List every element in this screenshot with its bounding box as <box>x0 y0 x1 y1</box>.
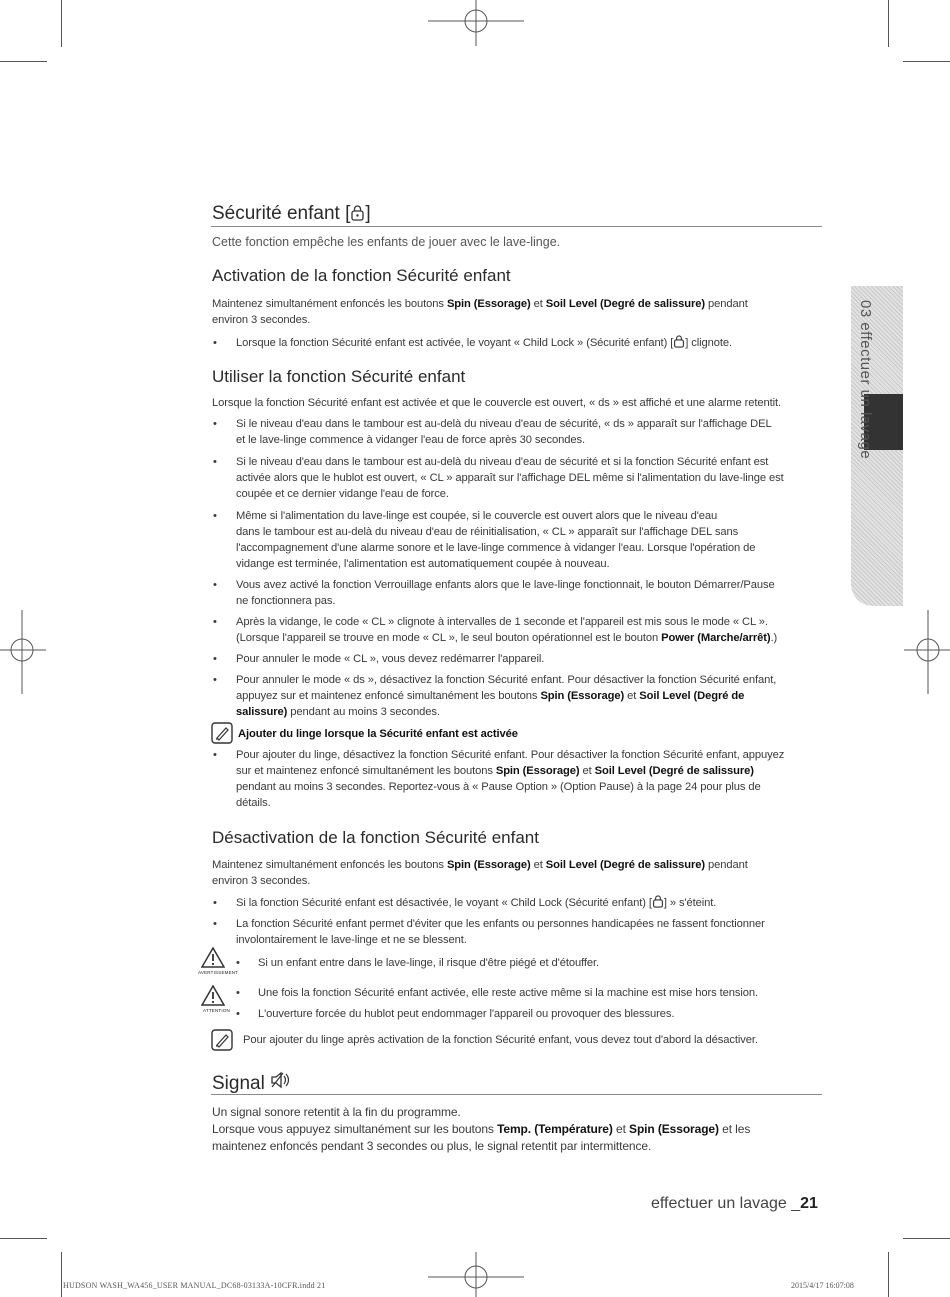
crop-mark <box>888 0 889 47</box>
text: coupée et ce dernier vidange l'eau de force. <box>236 488 449 500</box>
bullet: • <box>236 957 240 969</box>
print-date: 2015/4/17 16:07:08 <box>791 1281 854 1290</box>
button-name: Spin (Essorage) <box>540 690 625 702</box>
text: et les <box>718 1122 751 1136</box>
text: ] clignote. <box>685 337 733 349</box>
crop-mark <box>903 1238 950 1239</box>
signal-paragraph <box>212 1104 832 1155</box>
button-name: salissure) <box>236 706 288 718</box>
section-intro: Cette fonction empêche les enfants de jouer avec le lave-linge. <box>212 235 561 249</box>
registration-mark-bottom <box>428 1252 524 1297</box>
bullet: • <box>236 1008 240 1020</box>
text: (Lorsque l'appareil se trouve en mode « CL », le seul bouton opérationnel est le bouton <box>236 632 662 644</box>
title-text-end: ] <box>365 203 371 224</box>
page-footer-label: effectuer un lavage _ <box>651 1195 801 1212</box>
bullet: • <box>236 987 240 999</box>
text: ] » s'éteint. <box>663 897 717 909</box>
button-name: Power (Marche/arrêt) <box>661 632 771 644</box>
note-title-text: Ajouter du linge lorsque la Sécurité enfant est activée <box>238 728 518 740</box>
note-title <box>238 726 518 742</box>
crop-mark <box>888 1252 889 1297</box>
print-file-info: HUDSON WASH_WA456_USER MANUAL_DC68-03133A-10CFR.indd 21 <box>63 1281 326 1290</box>
text: Vous avez activé la fonction Verrouillage enfants alors que le lave-linge fonctionnait, le bouton Démarrer/Pause <box>236 579 775 591</box>
text: et <box>612 1122 630 1136</box>
note-icon <box>211 722 233 744</box>
button-name: Soil Level (Degré de salissure) <box>545 298 705 310</box>
note-bullet <box>236 747 826 811</box>
registration-mark-left <box>0 610 46 694</box>
caution-text-2: L'ouverture forcée du hublot peut endommager l'appareil ou provoquer des blessures. <box>258 1008 675 1020</box>
chapter-tab-label: 03 effectuer un lavage <box>857 300 874 460</box>
utiliser-bullet-7 <box>236 672 826 720</box>
activation-bullet <box>236 335 826 351</box>
crop-mark <box>903 61 950 62</box>
text: Maintenez simultanément enfoncés les boutons <box>212 859 447 871</box>
button-name: Spin (Essorage) <box>495 765 580 777</box>
bullet: • <box>213 418 217 430</box>
section-rule <box>211 1094 822 1095</box>
text: La fonction Sécurité enfant permet d'éviter que les enfants ou personnes handicapées ne fassent fonctionner <box>236 918 765 930</box>
text: .) <box>770 632 778 644</box>
section-title-child-lock <box>212 203 371 225</box>
text: appuyez sur et maintenez enfoncé simultanément les boutons <box>236 690 541 702</box>
note-icon <box>211 1029 233 1051</box>
crop-mark <box>0 1238 47 1239</box>
button-name: Spin (Essorage) <box>446 859 531 871</box>
text: pendant au moins 3 secondes. Reportez-vous à « Pause Option » (Option Pause) à la page 24 pour plus de <box>236 781 761 793</box>
note-text: Pour ajouter du linge après activation de la fonction Sécurité enfant, vous devez tout d'abord la désactiver. <box>243 1034 758 1046</box>
text: et le lave-linge commence à vidanger l'eau de force après 30 secondes. <box>236 434 585 446</box>
text: l'accompagnement d'une alarme sonore et le lave-linge commence à vidanger l'eau. Lorsque l'opération de <box>236 542 756 554</box>
warning-text: Si un enfant entre dans le lave-linge, il risque d'être piégé et d'étouffer. <box>258 957 600 969</box>
registration-mark-right <box>904 610 950 694</box>
caution-icon <box>201 985 225 1006</box>
button-name: Soil Level (Degré de <box>639 690 745 702</box>
page-footer <box>651 1195 818 1213</box>
bullet: • <box>213 749 217 761</box>
warning-label: AVERTISSEMENT <box>198 970 239 975</box>
desactivation-bullet-1 <box>236 895 826 911</box>
text: Si le niveau d'eau dans le tambour est au-delà du niveau d'eau de sécurité, « ds » apparaît sur l'affichage DEL <box>236 418 772 430</box>
bullet: • <box>213 456 217 468</box>
bullet: • <box>213 897 217 909</box>
button-name: Soil Level (Degré de salissure) <box>545 859 705 871</box>
utiliser-bullet-1 <box>236 416 826 448</box>
utiliser-bullet-6: Pour annuler le mode « CL », vous devez redémarrer l'appareil. <box>236 653 545 665</box>
desactivation-paragraph <box>212 857 822 889</box>
subsection-title-desactivation: Désactivation de la fonction Sécurité enfant <box>212 828 539 847</box>
child-lock-icon <box>350 205 365 221</box>
text: environ 3 secondes. <box>212 875 311 887</box>
text: pendant <box>704 298 748 310</box>
activation-paragraph <box>212 296 822 328</box>
bullet: • <box>213 510 217 522</box>
text: et <box>579 765 595 777</box>
text: pendant au moins 3 secondes. <box>287 706 440 718</box>
bullet: • <box>213 337 217 349</box>
text: et <box>624 690 640 702</box>
subsection-title-activation: Activation de la fonction Sécurité enfant <box>212 266 511 285</box>
caution-text-1: Une fois la fonction Sécurité enfant activée, elle reste active même si la machine est mise hors tension. <box>258 987 759 999</box>
text: et <box>530 859 546 871</box>
warning-icon <box>201 947 225 968</box>
section-title-signal <box>212 1071 292 1095</box>
bullet: • <box>213 579 217 591</box>
desactivation-bullet-2 <box>236 916 826 948</box>
page-number: 21 <box>800 1195 818 1212</box>
caution-label: ATTENTION <box>203 1008 230 1013</box>
text: dans le tambour est au-delà du niveau d'eau de réinitialisation, « CL » apparaît sur l'affichage DEL sans <box>236 526 739 538</box>
text: pendant <box>704 859 748 871</box>
button-name: Soil Level (Degré de salissure) <box>594 765 754 777</box>
text: Après la vidange, le code « CL » clignote à intervalles de 1 seconde et l'appareil est mis sous le mode « CL ». <box>236 616 768 628</box>
text: Si le niveau d'eau dans le tambour est au-delà du niveau d'eau de sécurité et si la fonction Sécurité enfant est <box>236 456 769 468</box>
bullet: • <box>213 616 217 628</box>
text: maintenez enfoncés pendant 3 secondes ou plus, le signal retentit par intermittence. <box>212 1139 652 1153</box>
text: Si la fonction Sécurité enfant est désactivée, le voyant « Child Lock (Sécurité enfant) [ <box>236 897 652 909</box>
bullet: • <box>213 653 217 665</box>
text: vidange est terminée, l'alimentation est automatiquement coupée à nouveau. <box>236 558 610 570</box>
button-name: Spin (Essorage) <box>629 1122 719 1136</box>
child-lock-icon <box>673 335 685 348</box>
section-rule <box>211 226 822 227</box>
text: sur et maintenez enfoncé simultanément les boutons <box>236 765 496 777</box>
text: Un signal sonore retentit à la fin du programme. <box>212 1105 461 1119</box>
text: Lorsque vous appuyez simultanément sur les boutons <box>212 1122 498 1136</box>
utiliser-bullet-4 <box>236 577 826 609</box>
sound-off-icon <box>270 1071 292 1089</box>
text: Lorsque la fonction Sécurité enfant est activée, le voyant « Child Lock » (Sécurité enfant) [ <box>236 337 674 349</box>
crop-mark <box>61 1252 62 1297</box>
text: Pour annuler le mode « ds », désactivez la fonction Sécurité enfant. Pour désactiver la fonction Sécurité enfant, <box>236 674 777 686</box>
text: involontairement le lave-linge et ne se blessent. <box>236 934 467 946</box>
title-text: Sécurité enfant [ <box>212 203 351 224</box>
text: Maintenez simultanément enfoncés les boutons <box>212 298 447 310</box>
subsection-title-utiliser: Utiliser la fonction Sécurité enfant <box>212 367 466 386</box>
crop-mark <box>61 0 62 47</box>
text: et <box>530 298 546 310</box>
text: environ 3 secondes. <box>212 314 311 326</box>
button-name: Temp. (Température) <box>497 1122 613 1136</box>
child-lock-icon <box>652 895 664 908</box>
title-text: Signal <box>212 1073 265 1094</box>
utiliser-bullet-2 <box>236 454 826 502</box>
text: ne fonctionnera pas. <box>236 595 336 607</box>
bullet: • <box>213 918 217 930</box>
utiliser-paragraph: Lorsque la fonction Sécurité enfant est activée et que le couvercle est ouvert, « ds » est affiché et une alarme retentit. <box>212 397 782 409</box>
utiliser-bullet-5 <box>236 614 826 646</box>
bullet: • <box>213 674 217 686</box>
utiliser-bullet-3 <box>236 508 826 572</box>
text: détails. <box>236 797 271 809</box>
text: Pour ajouter du linge, désactivez la fonction Sécurité enfant. Pour désactiver la fonction Sécurité enfant, appuyez <box>236 749 785 761</box>
crop-mark <box>0 61 47 62</box>
button-name: Spin (Essorage) <box>446 298 531 310</box>
text: Même si l'alimentation du lave-linge est coupée, si le couvercle est ouvert alors que le niveau d'eau <box>236 510 718 522</box>
text: activée alors que le hublot est ouvert, « CL » apparaît sur l'affichage DEL même si l'alimentation du lave-linge est <box>236 472 784 484</box>
registration-mark-top <box>428 0 524 48</box>
